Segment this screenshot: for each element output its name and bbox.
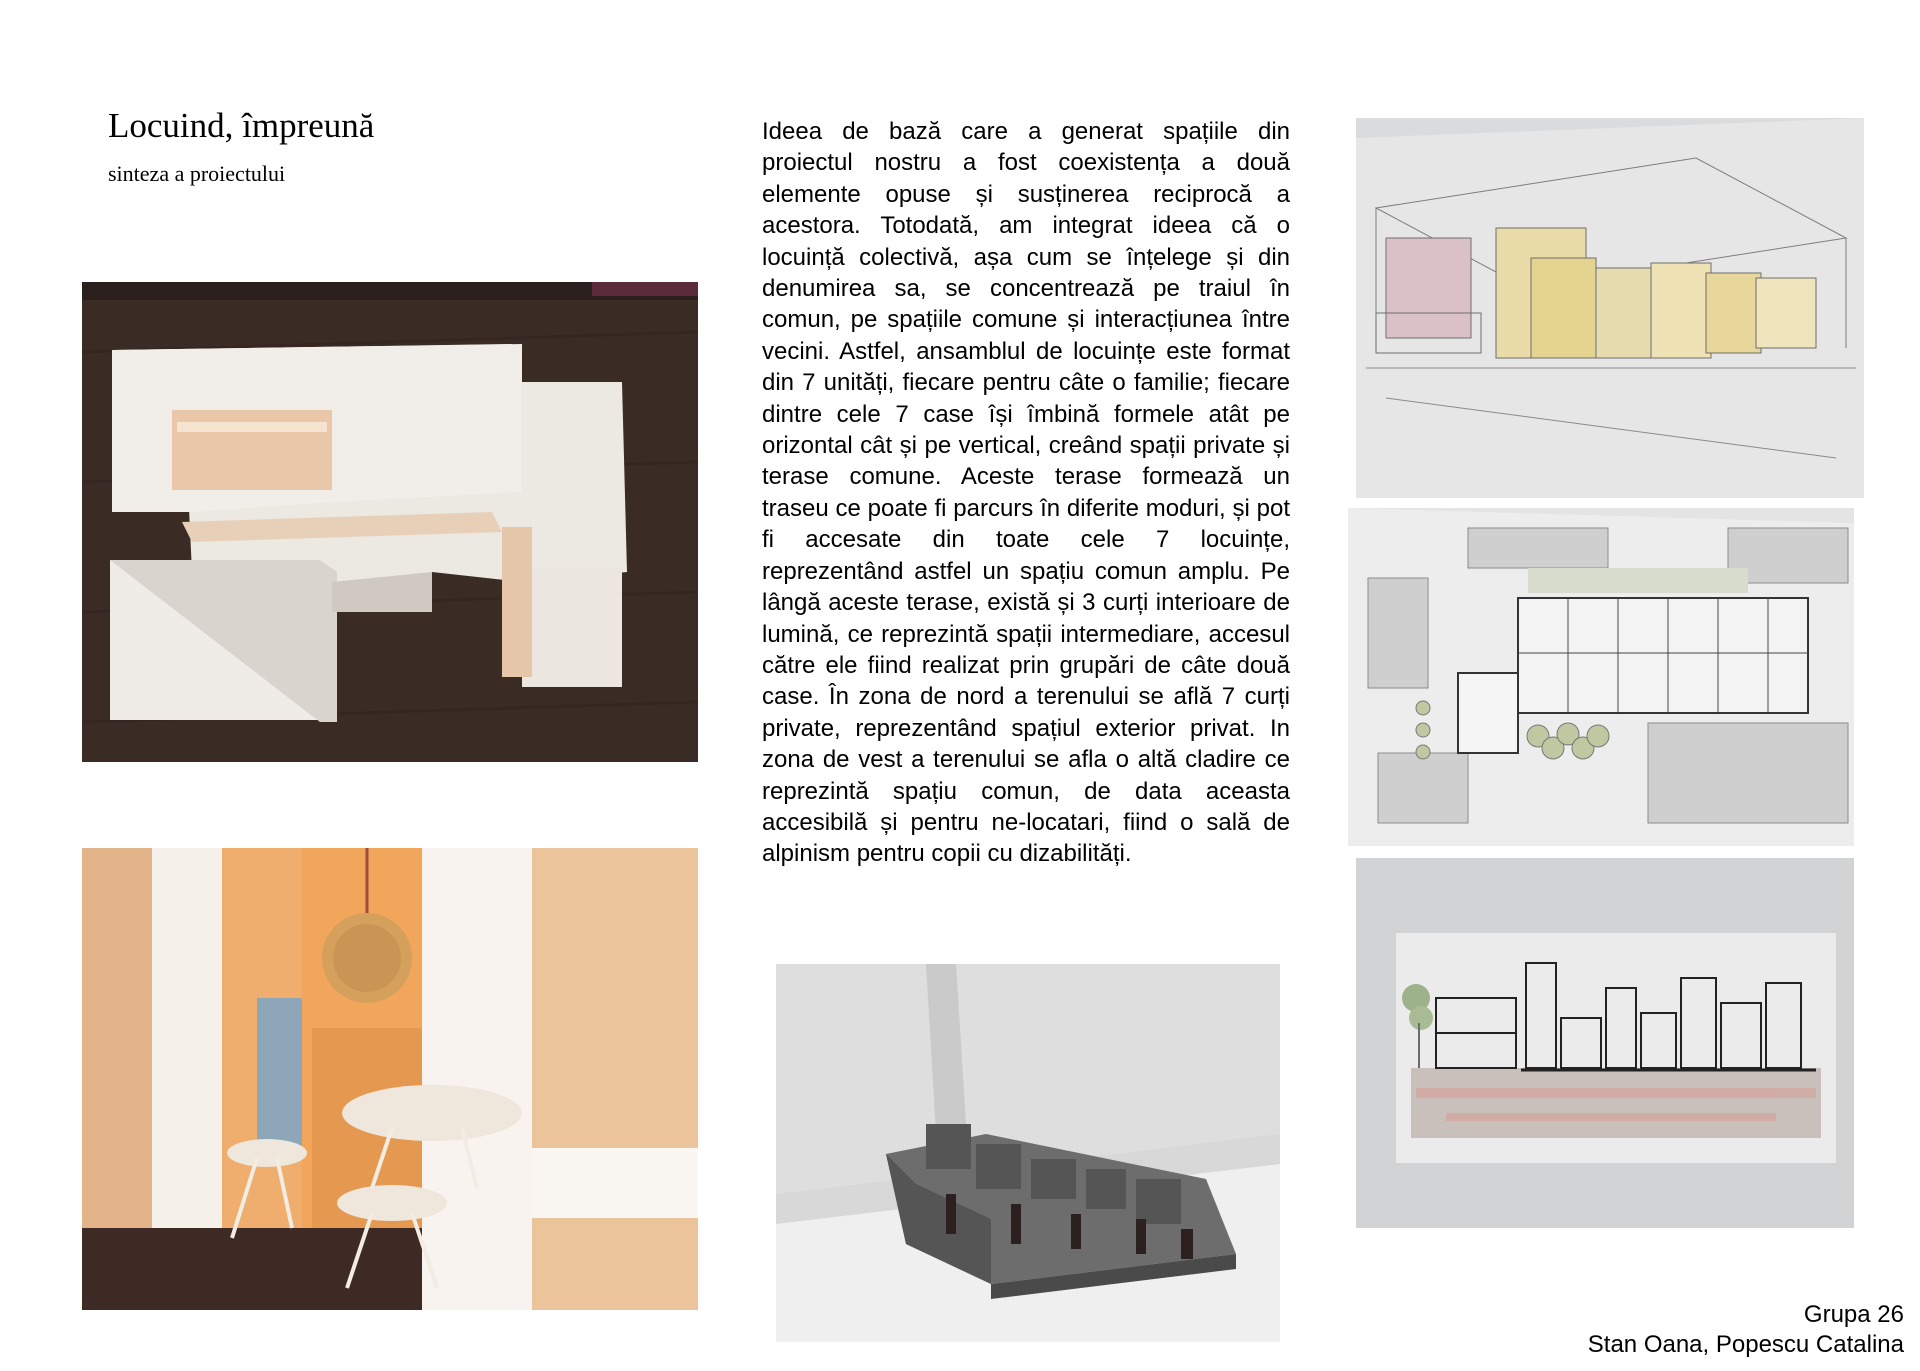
interior-model-photo [82, 848, 698, 1310]
section-drawing-photo [1356, 858, 1854, 1228]
footer-credits [1588, 1300, 1904, 1360]
authors-label: Stan Oana, Popescu Catalina [1587, 1331, 1904, 1358]
page-subtitle: sinteza a proiectului [108, 161, 286, 186]
project-description: Ideea de bază care a generat spațiile din proiectul nostru a fost coexistența a două elemente opuse și susținerea reciprocă a acestora. Totodată, am integrat ideea că o locuință colectivă, așa cum se înțelege și din denumirea sa, se concentrează pe traiul în comun, pe spațiile comune și interacțiunea între vecini. Astfel, ansamblul de locuințe este format din 7 unități, fiecare pentru câte o familie; fiecare dintre cele 7 case își îmbină formele atât pe orizontal cât și pe vertical, creând spații private și terase comune. Aceste terase formează un traseu ce poate fi parcurs în diferite moduri, și pot fi accesate din toate cele 7 locuințe, reprezentând astfel un spațiu comun amplu. Pe lângă aceste terase, există și 3 curți interioare de lumină, ce reprezintă spații intermediare, accesul către ele fiind realizat prin grupări de câte două case. În zona de nord a terenului se află 7 curți private, reprezentând spațiul exterior privat. In zona de vest a terenului se afla o altă cladire ce reprezintă spațiu comun, de data aceasta accesibilă și pentru ne-locatari, fiind o sală de alpinism pentru copii cu dizabilități. [762, 118, 1290, 868]
concrete-model-photo [776, 964, 1280, 1342]
axonometric-drawing-photo [1356, 118, 1864, 498]
page-title: Locuind, împreună [108, 106, 375, 145]
site-plan-drawing-photo [1348, 508, 1854, 846]
massing-model-photo [82, 282, 698, 762]
group-label: Grupa 26 [1803, 1301, 1904, 1328]
